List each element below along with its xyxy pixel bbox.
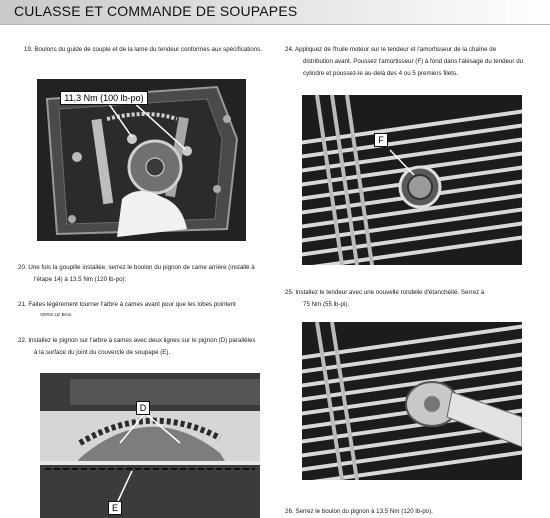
callout-e: E (108, 501, 122, 515)
step-22-line-2: à la surface du joint du couvercle de soupape (E). (34, 349, 171, 356)
figure-sprocket-photo (37, 79, 246, 241)
step-20-line-2: l'étape 14) à 13,5 Nm (120 lb-po). (34, 276, 127, 283)
page-header (0, 0, 550, 25)
figure-gasket-photo (40, 373, 260, 518)
figure-torque-wrench-photo (302, 322, 522, 480)
step-24-line-1: 24. Appliquez de l'huile moteur sur le tendeur et l'amortisseur de la chaîne de (285, 46, 497, 53)
step-24-line-2: distribution avant. Poussez l'amortisseur (F) à fond dans l'alésage du tendeur du (303, 58, 524, 65)
step-20-line-1: 20. Une fois la goupille installée, serrez le boulon du pignon de came arrière (installé à (18, 264, 255, 271)
step-25-line-1: 25. Installez le tendeur avec une nouvelle rondelle d'étanchéité. Serrez à (285, 289, 485, 296)
step-26-text: 26. Serrez le boulon du pignon à 13,5 Nm (120 lb-po). (285, 508, 433, 515)
callout-d: D (136, 401, 150, 415)
step-19-text: 19. Boulons du guide de couple et de la lame du tendeur conformes aux spécifications. (24, 46, 263, 53)
callout-f: F (374, 133, 388, 147)
step-25-line-2: 75 Nm (55 lb-pi). (303, 301, 350, 308)
page-title: CULASSE ET COMMANDE DE SOUPAPES (14, 3, 298, 19)
step-22-line-1: 22. Installez le pignon sur l'arbre à cames avec deux lignes sur le pignon (D) parallèles (18, 337, 256, 344)
step-24-line-3: cylindre et poussez-le au-delà des 4 ou 5 premiers filets. (303, 70, 458, 77)
step-21-line-1: 21. Faites légèrement tourner l'arbre à cames avant pour que les lobes pointent (18, 301, 236, 308)
torque-callout: 11,3 Nm (100 lb-po) (60, 91, 148, 105)
step-21-line-2: VERS LE BAS. (40, 313, 73, 318)
figure-tensioner-photo (302, 95, 522, 265)
